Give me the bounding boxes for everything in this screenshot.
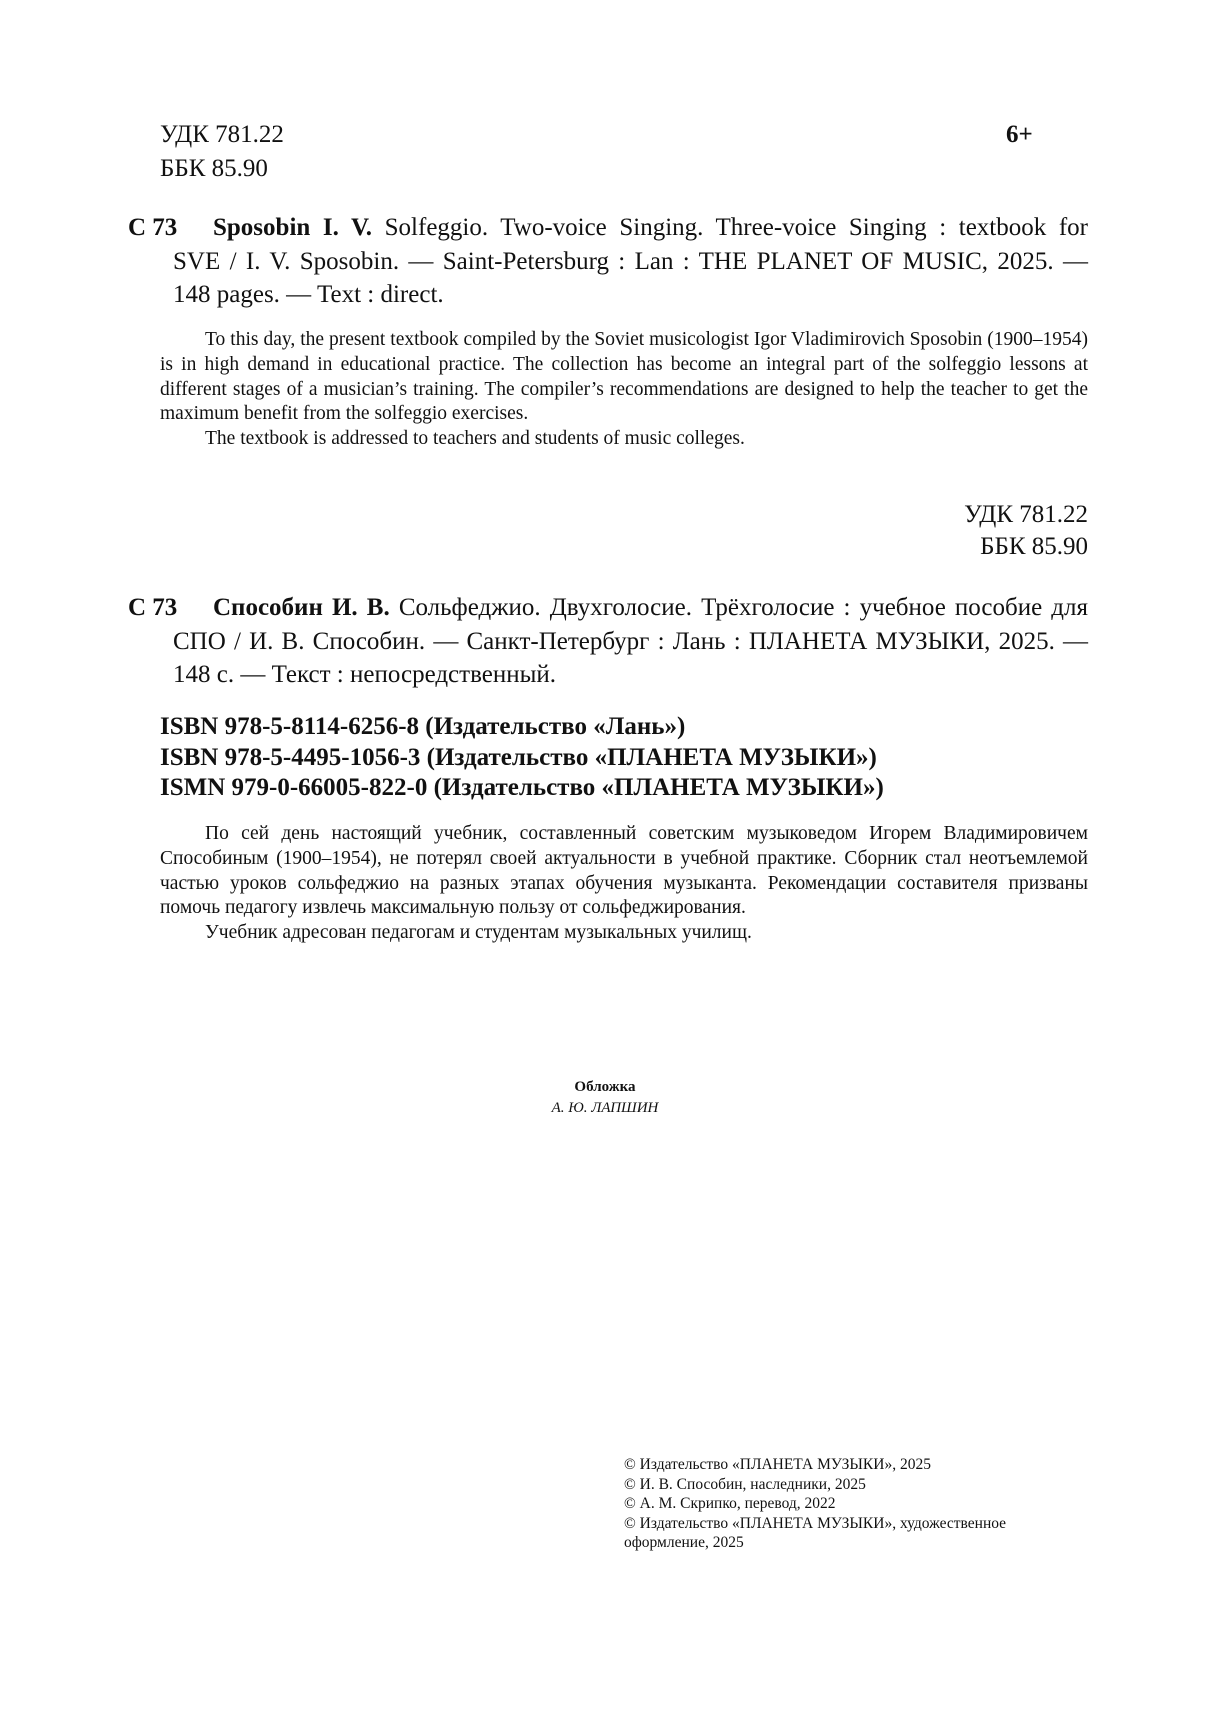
author-mark-code: С 73 [128, 594, 178, 621]
udk-code: УДК 781.22 [160, 121, 284, 148]
title-text: Solfeggio. Two-voice Singing. Three-voice Singing : textbook for [372, 214, 1088, 241]
annotation-ru [160, 822, 1088, 946]
annotation-paragraph: To this day, the present textbook compiled by the Soviet musicologist Igor Vladimirovich Sposobin (1900–1954) is in high demand in educational practice. The collection has become an integral part of the solfeggio lessons at different stages of a musician’s training. The compiler’s recommendations are designed to help the teacher to get the maximum benefit from the solfeggio exercises. [160, 329, 1088, 425]
classification-right [760, 499, 1088, 563]
annotation-en [160, 328, 1088, 452]
author-name: Способин И. В. [213, 594, 390, 621]
title-text: Сольфеджио. Двухголосие. Трёхголосие : учебное пособие для [389, 594, 1088, 621]
bbk-code: ББК 85.90 [160, 155, 268, 182]
bib-line-1 [213, 591, 1088, 625]
bbk-code: ББК 85.90 [980, 533, 1088, 560]
annotation-paragraph: Учебник адресован педагогам и студентам музыкальных училищ. [205, 922, 752, 944]
ismn-line: ISMN 979-0-66005-822-0 (Издательство «ПЛАНЕТА МУЗЫКИ») [160, 774, 884, 801]
bib-line-2: СПО / И. В. Способин. — Санкт-Петербург : Лань : ПЛАНЕТА МУЗЫКИ, 2025. — [173, 627, 1088, 655]
udk-code: УДК 781.22 [964, 501, 1088, 528]
copyright-line: © А. М. Скрипко, перевод, 2022 [624, 1495, 836, 1513]
copyright-line: оформление, 2025 [624, 1534, 744, 1552]
cover-label: Обложка [574, 1079, 636, 1095]
copyright-line: © Издательство «ПЛАНЕТА МУЗЫКИ», художественное [624, 1514, 1007, 1532]
cover-credit [480, 1077, 730, 1119]
annotation-paragraph: По сей день настоящий учебник, составленный советским музыковедом Игорем Владимировичем Способиным (1900–1954), не потерял своей актуальности в учебной практике. Сборник стал неотъемлемой частью уроков сольфеджио на разных этапах обучения музыканта. Рекомендации составителя призваны помочь педагогу извлечь максимальную пользу от сольфеджирования. [160, 823, 1088, 919]
author-name: Sposobin I. V. [213, 214, 373, 241]
bib-line-3: 148 pages. — Text : direct. [173, 281, 444, 308]
copyright-block [624, 1455, 1064, 1553]
isbn-block [160, 712, 884, 804]
bibliographic-entry-ru [128, 591, 1088, 692]
cover-designer: А. Ю. ЛАПШИН [551, 1100, 659, 1116]
copyright-line: © Издательство «ПЛАНЕТА МУЗЫКИ», 2025 [624, 1456, 931, 1473]
bib-line-3: 148 с. — Текст : непосредственный. [173, 661, 557, 688]
bib-line-2: SVE / I. V. Sposobin. — Saint-Petersburg : Lan : THE PLANET OF MUSIC, 2025. — [173, 247, 1088, 275]
bib-line-1 [213, 211, 1088, 245]
copyright-line: © И. В. Способин, наследники, 2025 [624, 1475, 866, 1493]
isbn-line: ISBN 978-5-4495-1056-3 (Издательство «ПЛАНЕТА МУЗЫКИ») [160, 743, 877, 771]
isbn-line: ISBN 978-5-8114-6256-8 (Издательство «Лань») [160, 713, 686, 740]
age-rating: 6+ [1006, 121, 1033, 148]
bibliographic-entry-en [128, 211, 1088, 312]
annotation-paragraph: The textbook is addressed to teachers and students of music colleges. [205, 428, 745, 450]
author-mark-code: С 73 [128, 214, 178, 241]
classification-top [160, 118, 284, 186]
